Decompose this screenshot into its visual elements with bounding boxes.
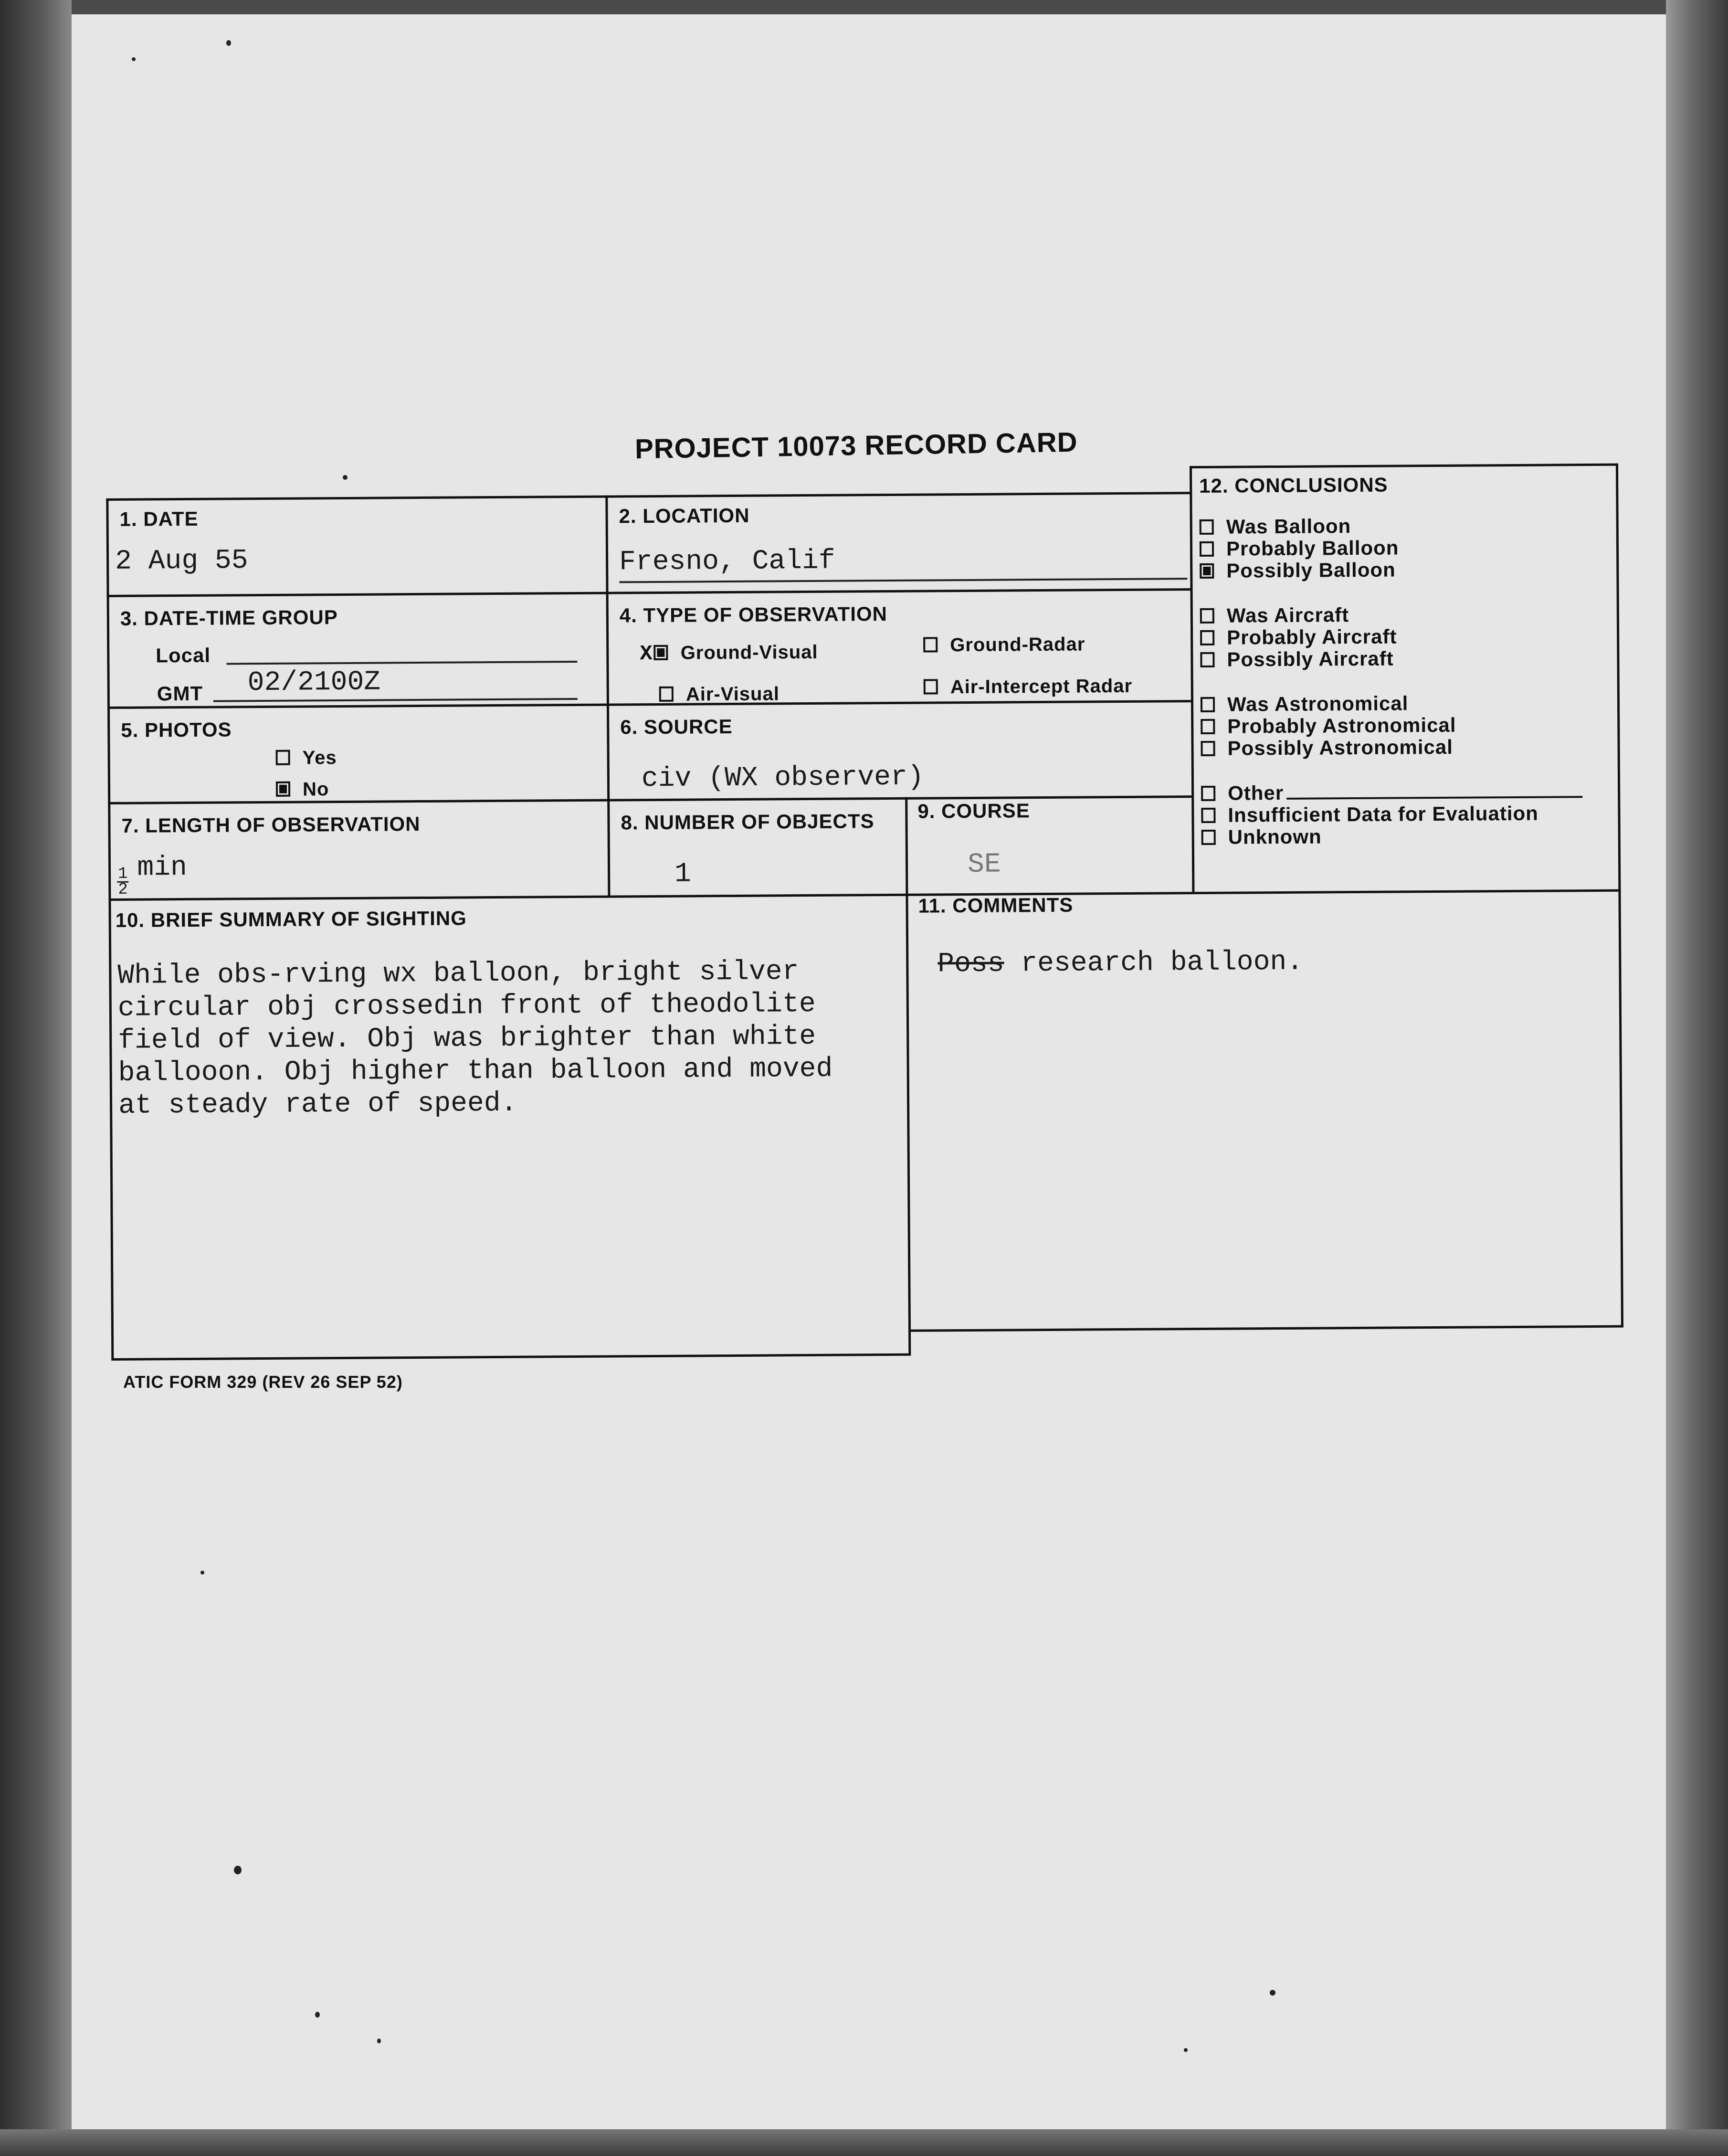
divider-row4 [108,889,1621,901]
ground-radar-label: Ground-Radar [950,634,1085,656]
option-photos-no[interactable] [276,779,329,801]
conclusion-label: Probably Aircraft [1227,625,1397,649]
conclusion-was-balloon[interactable] [1200,515,1351,539]
checkbox-icon [1200,563,1214,579]
length-label: 7. LENGTH OF OBSERVATION [121,812,421,837]
course-label: 9. COURSE [917,799,1030,823]
speck [377,2039,381,2043]
conclusion-possibly-astronomical[interactable] [1201,736,1453,760]
speck [226,40,231,46]
checkbox-icon [1200,630,1214,645]
conclusions-label: 12. CONCLUSIONS [1199,473,1388,497]
comments-text: research balloon. [1004,946,1304,980]
option-ground-visual[interactable] [640,641,818,666]
summary-line: circular obj crossedin front of theodolite [117,988,816,1024]
source-value: civ (WX observer) [641,761,924,795]
gmt-value: 02/2100Z [247,666,381,699]
checkbox-icon [1200,541,1214,557]
film-edge-bottom [0,2129,1728,2156]
checkbox-icon [1201,786,1215,801]
checkbox-icon [1200,652,1214,667]
photos-no-label: No [302,779,329,800]
length-fraction-numerator: 1 [118,865,128,883]
date-label: 1. DATE [119,507,199,530]
checkbox-icon [1201,741,1215,756]
card-title: PROJECT 10073 RECORD CARD [634,426,1078,465]
speck [1184,2048,1188,2052]
conclusion-label: Was Balloon [1226,515,1351,538]
conclusion-possibly-balloon[interactable] [1200,559,1396,583]
number-of-objects-value: 1 [674,858,692,890]
checkbox-icon [924,679,938,694]
conclusion-label: Possibly Aircraft [1227,647,1394,671]
conclusion-label: Possibly Balloon [1226,558,1396,582]
option-air-intercept-radar[interactable] [924,676,1133,698]
conclusion-unknown[interactable] [1201,825,1322,849]
conclusions-list [1191,464,1621,892]
length-value [117,852,187,897]
location-value: Fresno, Calif [619,545,835,578]
summary-line: field of view. Obj was brighter than white [118,1021,816,1057]
film-edge-left [0,0,72,2156]
card-top-border [106,492,1190,501]
checkbox-icon [659,687,674,702]
number-of-objects-label: 8. NUMBER OF OBJECTS [621,810,875,834]
checkbox-icon [276,782,290,797]
checkbox-icon [1200,519,1214,535]
speck [200,1571,204,1575]
air-intercept-radar-label: Air-Intercept Radar [950,675,1133,698]
conclusion-was-astronomical[interactable] [1201,692,1409,716]
conclusion-probably-astronomical[interactable] [1201,714,1456,738]
source-label: 6. SOURCE [620,715,733,739]
film-edge-right [1666,0,1728,2156]
gmt-underline [213,698,578,702]
conclusion-label: Probably Astronomical [1227,713,1456,738]
checkbox-icon [1201,830,1216,845]
conclusion-label: Unknown [1228,825,1322,848]
speck [1270,1990,1275,1996]
conclusion-label: Probably Balloon [1226,536,1399,560]
conclusion-insufficient-data[interactable] [1201,802,1538,827]
card-bottom-border-right [908,1325,1623,1332]
summary-line: at steady rate of speed. [118,1088,517,1121]
length-unit: min [137,852,188,884]
type-of-observation-label: 4. TYPE OF OBSERVATION [619,602,888,627]
ground-visual-x-mark: X [640,642,653,666]
option-photos-yes[interactable] [276,747,337,769]
conclusion-was-aircraft[interactable] [1200,603,1349,627]
divider-course [905,797,911,1356]
conclusion-probably-balloon[interactable] [1200,536,1399,560]
summary-label: 10. BRIEF SUMMARY OF SIGHTING [115,907,467,931]
photos-label: 5. PHOTOS [121,718,232,741]
checkbox-icon [1201,719,1215,734]
checkbox-icon [1201,808,1215,823]
divider-col1 [605,496,610,897]
comments-value [938,947,1303,980]
option-air-visual[interactable] [659,683,780,706]
date-value: 2 Aug 55 [115,545,248,577]
conclusion-probably-aircraft[interactable] [1200,625,1397,649]
speck [132,57,136,61]
checkbox-icon [1201,697,1215,712]
dtg-label: 3. DATE-TIME GROUP [120,606,338,630]
length-fraction-denominator: 2 [118,880,128,899]
checkbox-icon [923,637,938,652]
conclusion-label: Was Astronomical [1227,692,1409,716]
divider-row1 [107,588,1191,597]
air-visual-label: Air-Visual [685,683,780,705]
conclusion-label: Other [1228,781,1284,804]
speck [315,2012,320,2018]
local-label: Local [156,644,211,667]
option-ground-radar[interactable] [923,634,1085,656]
ground-visual-label: Ground-Visual [680,641,818,664]
gmt-label: GMT [157,682,203,705]
comments-struck-word: Poss [938,948,1004,980]
checkbox-icon [654,645,668,660]
summary-line: While obs-rving wx balloon, bright silver [117,956,799,992]
summary-line: ballooon. Obj higher than balloon and moved [118,1053,833,1089]
checkbox-icon [276,750,290,765]
location-underline [619,578,1187,583]
checkbox-icon [1200,608,1214,624]
other-underline [1286,782,1582,800]
course-value: SE [967,849,1001,880]
record-card [106,464,1623,1361]
speck [234,1866,242,1874]
conclusion-other[interactable] [1201,780,1582,805]
location-label: 2. LOCATION [619,504,750,528]
conclusion-label: Possibly Astronomical [1227,735,1453,760]
local-underline [226,661,577,665]
conclusion-possibly-aircraft[interactable] [1200,647,1394,671]
comments-label: 11. COMMENTS [918,893,1074,917]
photos-yes-label: Yes [302,747,337,769]
conclusion-label: Insufficient Data for Evaluation [1228,802,1538,826]
conclusion-label: Was Aircraft [1226,603,1349,627]
form-identifier: ATIC FORM 329 (REV 26 SEP 52) [123,1372,403,1392]
